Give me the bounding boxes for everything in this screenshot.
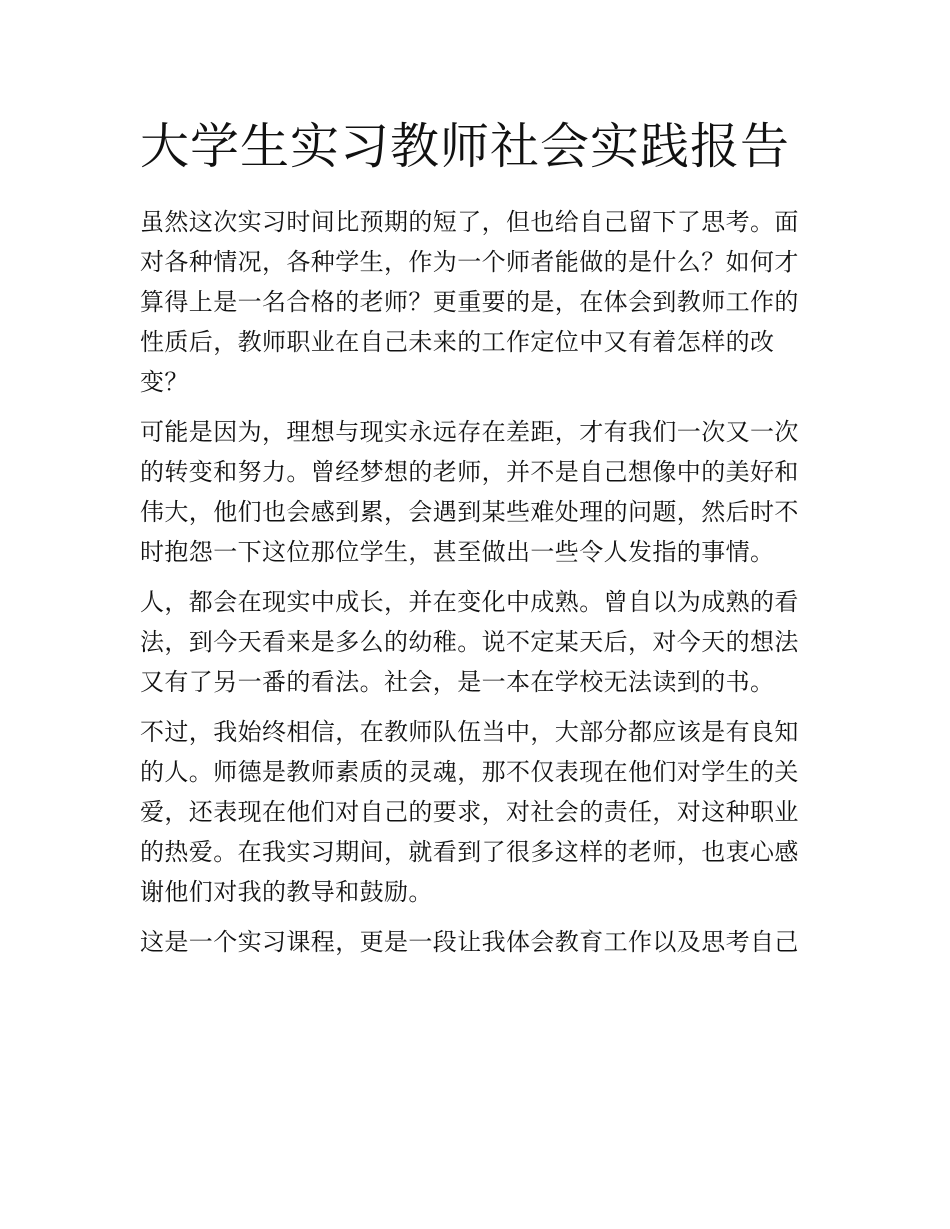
paragraph-4 xyxy=(140,712,812,912)
paragraph-line: 算得上是一名合格的老师？更重要的是，在体会到教师工作的 xyxy=(140,288,799,316)
paragraph-line: 性质后，教师职业在自己未来的工作定位中又有着怎样的改 xyxy=(140,328,775,356)
paragraph-line: 人，都会在现实中成长，并在变化中成熟。曾自以为成熟的看 xyxy=(140,588,799,616)
paragraph-2 xyxy=(140,412,812,572)
paragraph-line: 爱，还表现在他们对自己的要求，对社会的责任，对这种职业 xyxy=(140,798,799,826)
paragraph-line: 虽然这次实习时间比预期的短了，但也给自己留下了思考。面 xyxy=(140,208,799,236)
paragraph-line: 伟大，他们也会感到累，会遇到某些难处理的问题，然后时不 xyxy=(140,498,799,526)
paragraph-gap xyxy=(140,912,812,922)
paragraph-line: 又有了另一番的看法。社会，是一本在学校无法读到的书。 xyxy=(140,668,775,696)
paragraph-line: 这是一个实习课程，更是一段让我体会教育工作以及思考自己 xyxy=(140,928,799,956)
paragraph-line: 变？ xyxy=(140,368,189,396)
document-body xyxy=(140,202,812,962)
paragraph-line: 法，到今天看来是多么的幼稚。说不定某天后，对今天的想法 xyxy=(140,628,799,656)
paragraph-line: 谢他们对我的教导和鼓励。 xyxy=(140,878,433,906)
paragraph-5 xyxy=(140,922,812,962)
paragraph-line: 的人。师德是教师素质的灵魂，那不仅表现在他们对学生的关 xyxy=(140,758,799,786)
paragraph-gap xyxy=(140,702,812,712)
paragraph-gap xyxy=(140,572,812,582)
paragraph-line: 的转变和努力。曾经梦想的老师，并不是自己想像中的美好和 xyxy=(140,458,799,486)
paragraph-3 xyxy=(140,582,812,702)
paragraph-line: 时抱怨一下这位那位学生，甚至做出一些令人发指的事情。 xyxy=(140,538,775,566)
paragraph-line: 不过，我始终相信，在教师队伍当中，大部分都应该是有良知 xyxy=(140,718,799,746)
paragraph-line: 可能是因为，理想与现实永远存在差距，才有我们一次又一次 xyxy=(140,418,799,446)
paragraph-gap xyxy=(140,402,812,412)
paragraph-1 xyxy=(140,202,812,402)
paragraph-line: 的热爱。在我实习期间，就看到了很多这样的老师，也衷心感 xyxy=(140,838,799,866)
paragraph-line: 对各种情况，各种学生，作为一个师者能做的是什么？如何才 xyxy=(140,248,799,276)
document-title: 大学生实习教师社会实践报告 xyxy=(140,118,791,175)
